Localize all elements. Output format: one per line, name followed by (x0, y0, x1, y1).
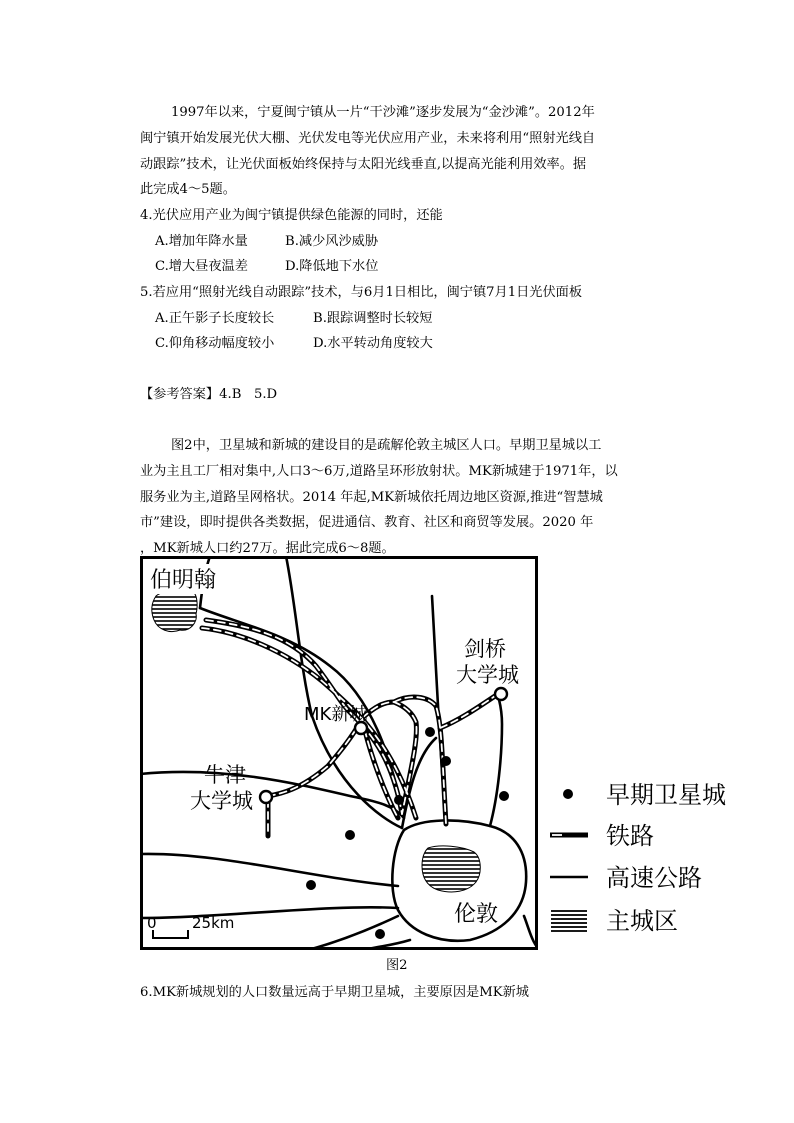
passage2-line-2: 业为主且工厂相对集中,人口3～6万,道路呈环形放射状。MK新城建于1971年，以 (140, 464, 618, 479)
cambridge-marker (495, 688, 507, 700)
satellite-town-dot (306, 880, 316, 890)
legend-core-icon (551, 908, 587, 932)
label-mk-new-town: MK新城 (304, 704, 368, 725)
label-birmingham: 伯明翰 (150, 568, 217, 593)
satellite-town-dot (345, 830, 355, 840)
q5-option-b: B.跟踪调整时长较短 (313, 311, 433, 326)
london-core-area (422, 846, 480, 892)
legend-highway-label: 高速公路 (606, 864, 702, 892)
q5-option-d: D.水平转动角度较大 (313, 336, 433, 351)
map-legend (548, 770, 748, 950)
satellite-town-dot (375, 929, 385, 939)
map-figure (140, 556, 538, 950)
legend-satellite-label: 早期卫星城 (606, 781, 726, 809)
label-oxford-line2: 大学城 (190, 789, 253, 813)
q6-stem: 6.MK新城规划的人口数量远高于早期卫星城，主要原因是MK新城 (140, 985, 529, 1000)
passage2-line-5: ，MK新城人口约27万。据此完成6～8题。 (140, 541, 395, 556)
legend-core-label: 主城区 (606, 907, 678, 935)
q4-option-d: D.降低地下水位 (285, 259, 379, 274)
q5-stem: 5.若应用“照射光线自动跟踪”技术，与6月1日相比，闽宁镇7月1日光伏面板 (140, 285, 583, 300)
legend-satellite-icon (563, 789, 573, 799)
satellite-town-dot (394, 795, 404, 805)
scale-bar (153, 930, 188, 938)
figure-caption: 图2 (386, 958, 408, 973)
satellite-town-dot (425, 727, 435, 737)
passage1-line-2: 闽宁镇开始发展光伏大棚、光伏发电等光伏应用产业，未来将利用“照射光线自 (140, 131, 596, 146)
satellite-town-dot (441, 756, 451, 766)
label-cambridge-line2: 大学城 (456, 663, 519, 687)
label-london: 伦敦 (454, 902, 499, 927)
passage2-line-4: 市”建设，即时提供各类数据，促进通信、教育、社区和商贸等发展。2020 年 (140, 515, 594, 530)
passage2-line-3: 服务业为主,道路呈网格状。2014 年起,MK新城依托周边地区资源,推进“智慧城 (140, 490, 603, 505)
scale-zero-label: 0 (147, 914, 157, 932)
scale-distance-label: 25km (192, 914, 235, 932)
q4-option-b: B.减少风沙威胁 (285, 234, 379, 249)
label-oxford-line1: 牛津 (204, 763, 246, 787)
q4-option-c: C.增大昼夜温差 (155, 259, 248, 274)
satellite-town-dot (499, 791, 509, 801)
q5-option-c: C.仰角移动幅度较小 (155, 336, 275, 351)
birmingham-core-area (152, 590, 197, 632)
q5-option-a: A.正午影子长度较长 (155, 311, 275, 326)
passage1-line-1: 1997年以来，宁夏闽宁镇从一片“干沙滩”逐步发展为“金沙滩”。2012年 (171, 105, 595, 120)
passage2-line-1: 图2中，卫星城和新城的建设目的是疏解伦敦主城区人口。早期卫星城以工 (171, 438, 602, 453)
legend-railway-label: 铁路 (606, 822, 654, 850)
label-cambridge-line1: 剑桥 (464, 637, 506, 661)
q4-option-a: A.增加年降水量 (155, 234, 248, 249)
passage1-line-4: 此完成4～5题。 (140, 182, 236, 197)
passage1-line-3: 动跟踪”技术，让光伏面板始终保持与太阳光线垂直,以提高光能利用效率。据 (140, 157, 587, 172)
oxford-marker (260, 791, 272, 803)
q4-stem: 4.光伏应用产业为闽宁镇提供绿色能源的同时，还能 (140, 208, 443, 223)
reference-answer: 【参考答案】4.B 5.D (140, 387, 278, 402)
